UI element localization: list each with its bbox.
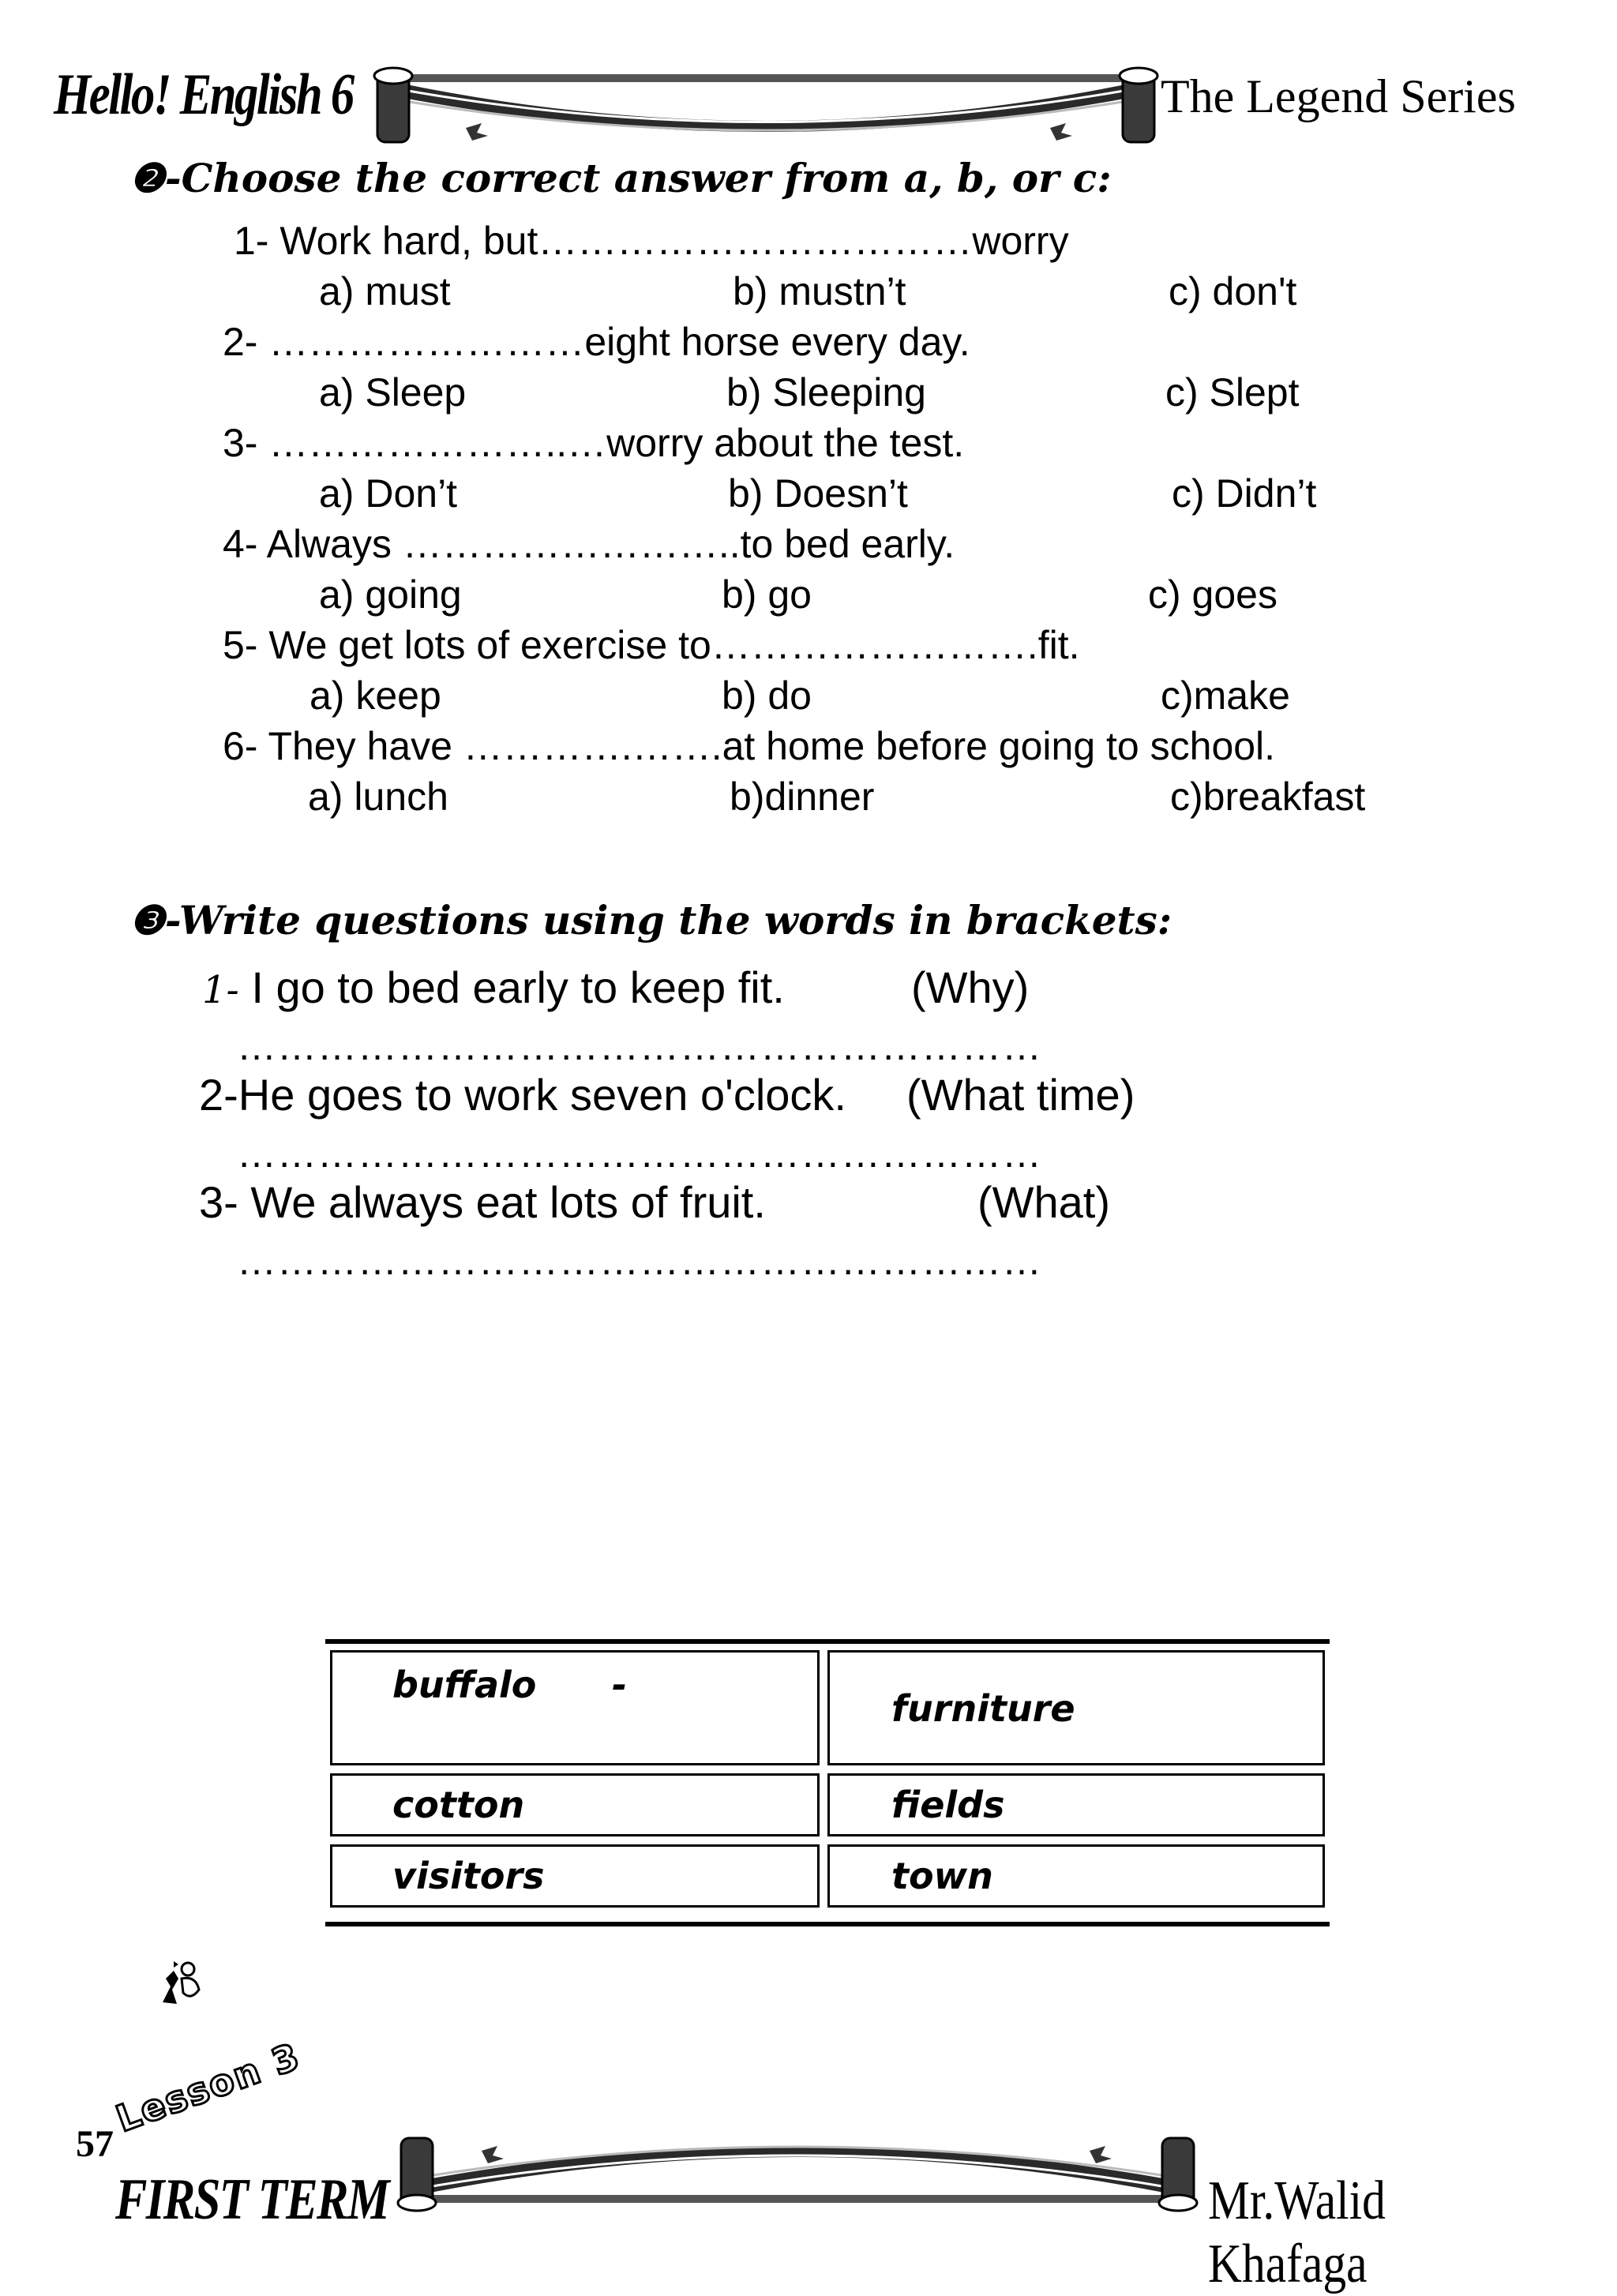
- q4-option-a: a) going: [319, 572, 462, 617]
- write-question-2-number: 2-: [199, 1070, 238, 1120]
- question-3: 3- …………………..…worry about the test.: [223, 421, 965, 465]
- q2-option-c: c) Slept: [1165, 370, 1300, 415]
- q6-option-c: c)breakfast: [1170, 775, 1366, 819]
- vocab-separator: -: [612, 1664, 628, 1706]
- vocab-cell-visitors: [330, 1844, 820, 1908]
- section-2-heading: [129, 155, 1112, 201]
- vocab-word: visitors: [392, 1855, 545, 1897]
- footer-banner-scroll-icon: [395, 2127, 1200, 2214]
- term-label: FIRST TERM: [115, 2167, 389, 2232]
- lesson-label: Lesson 3: [111, 2034, 306, 2140]
- vocab-cell-fields: [827, 1773, 1325, 1836]
- q5-option-c: c)make: [1161, 673, 1290, 718]
- write-question-3-hint: (What): [977, 1177, 1110, 1227]
- q4-option-b: b) go: [722, 572, 812, 617]
- header-banner-scroll-icon: [371, 65, 1161, 152]
- section-3-title: Write questions using the words in brackets:: [178, 897, 1172, 944]
- answer-line-3[interactable]: ……………………………………………………: [237, 1239, 1042, 1283]
- vocab-word: town: [891, 1855, 993, 1897]
- question-4: 4- Always ……………………..to bed early.: [223, 522, 955, 566]
- book-title: Hello! English 6: [54, 62, 353, 127]
- q6-option-a: a) lunch: [308, 775, 448, 819]
- section-3-heading: [129, 897, 1172, 944]
- question-1: 1- Work hard, but……………………………worry: [234, 219, 1069, 263]
- vocab-word: cotton: [392, 1784, 525, 1826]
- answer-line-2[interactable]: ……………………………………………………: [237, 1131, 1042, 1176]
- write-question-1-text: I go to bed early to keep fit.: [238, 962, 785, 1012]
- vocab-word: furniture: [891, 1687, 1075, 1730]
- answer-line-1[interactable]: ……………………………………………………: [237, 1024, 1042, 1068]
- section-2-title: Choose the correct answer from a, b, or c:: [181, 155, 1112, 201]
- q1-option-a: a) must: [319, 269, 451, 313]
- vocab-cell-buffalo: [330, 1650, 820, 1765]
- question-6: 6- They have ………….…….at home before going to school.: [223, 724, 1276, 768]
- page-number: 57: [76, 2123, 114, 2165]
- write-question-2-text: He goes to work seven o'clock.: [238, 1070, 846, 1120]
- q3-option-c: c) Didn’t: [1172, 471, 1317, 516]
- question-2: 2- ……………………eight horse every day.: [223, 320, 970, 364]
- write-question-1: [202, 962, 785, 1013]
- q3-option-b: b) Doesn’t: [728, 471, 908, 516]
- vocabulary-table: [325, 1639, 1330, 1926]
- vocab-cell-furniture: [827, 1650, 1325, 1765]
- q3-option-a: a) Don’t: [319, 471, 458, 516]
- q1-option-c: c) don't: [1169, 269, 1297, 313]
- write-question-2-hint: (What time): [906, 1070, 1135, 1120]
- vocab-cell-cotton: [330, 1773, 820, 1836]
- write-question-3-text: We always eat lots of fruit.: [238, 1177, 766, 1227]
- write-question-1-number: 1-: [202, 968, 239, 1012]
- q2-option-a: a) Sleep: [319, 370, 467, 415]
- vocab-word: fields: [891, 1784, 1005, 1826]
- write-question-3: [199, 1176, 766, 1228]
- q5-option-a: a) keep: [310, 673, 441, 718]
- write-question-3-number: 3-: [199, 1177, 238, 1227]
- vocab-word: buffalo: [392, 1664, 537, 1706]
- q5-option-b: b) do: [722, 673, 812, 718]
- section-2-marker: ❷-: [129, 155, 182, 201]
- vocab-cell-town: [827, 1844, 1325, 1908]
- series-name: The Legend Series: [1161, 70, 1516, 122]
- q2-option-b: b) Sleeping: [726, 370, 926, 415]
- q1-option-b: b) mustn’t: [733, 269, 906, 313]
- write-question-1-hint: (Why): [911, 962, 1030, 1012]
- decorative-figure-icon: [155, 1955, 210, 2010]
- section-3-marker: ❸-: [129, 897, 179, 944]
- write-question-2: [199, 1069, 846, 1120]
- question-5: 5- We get lots of exercise to…………………….fit.: [223, 623, 1080, 667]
- q4-option-c: c) goes: [1148, 572, 1277, 617]
- q6-option-b: b)dinner: [730, 775, 875, 819]
- author-name: Mr.Walid Khafaga: [1208, 2170, 1386, 2294]
